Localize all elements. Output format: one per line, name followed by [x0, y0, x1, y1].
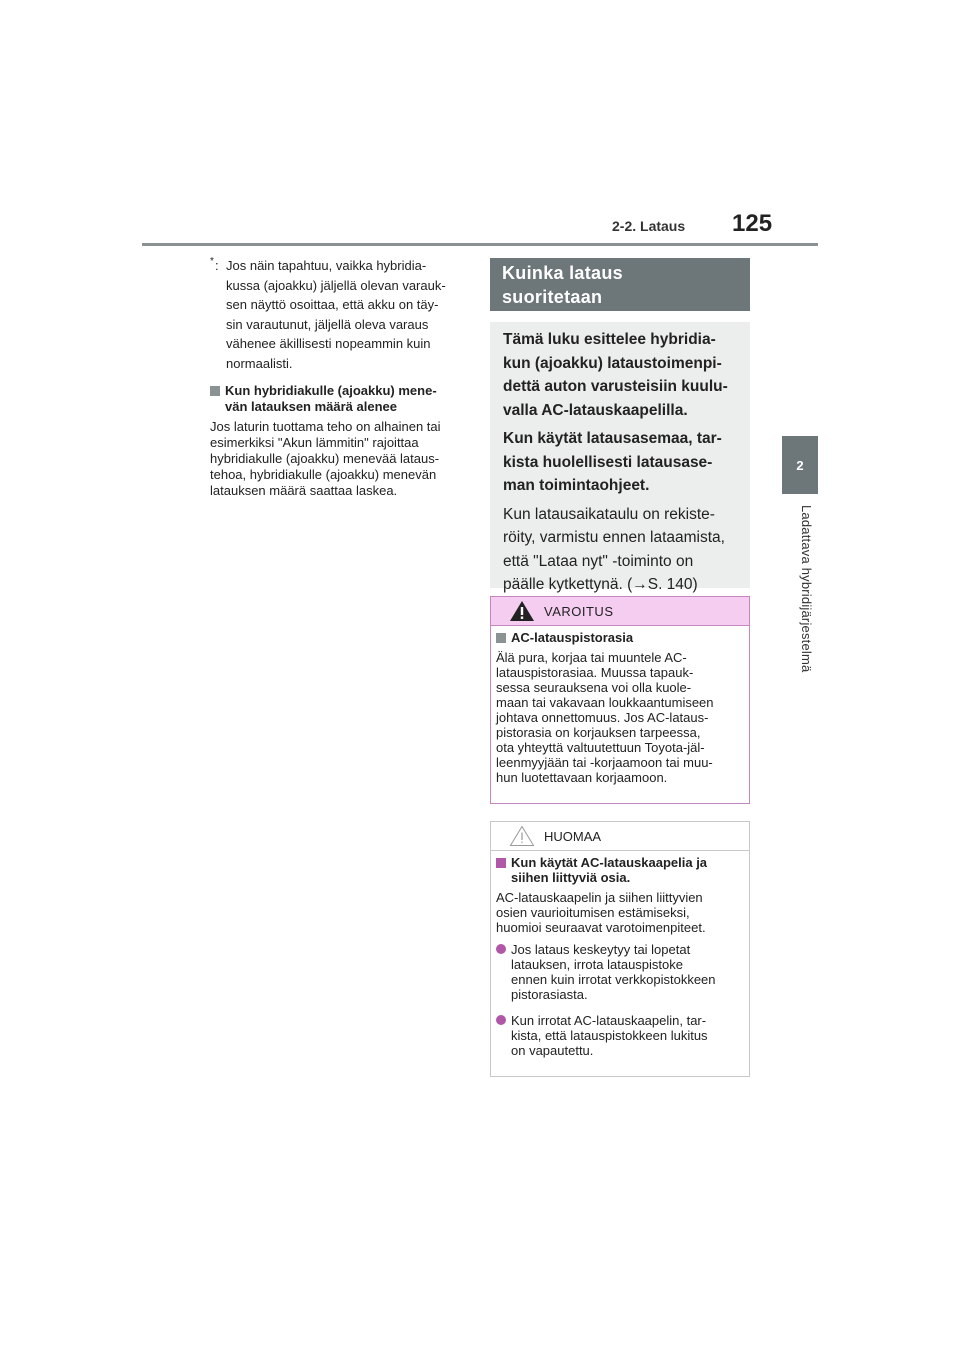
- warning-line: sessa seurauksena voi olla kuole-: [496, 680, 692, 695]
- intro-line: Kun käytät latausasemaa, tar-: [503, 430, 722, 447]
- notice-line: osien vaurioitumisen estämiseksi,: [496, 905, 690, 920]
- notice-line: AC-latauskaapelin ja siihen liittyvien: [496, 890, 703, 905]
- warning-line: latauspistorasiaa. Muussa tapauk-: [496, 665, 694, 680]
- bullet-line: pistorasiasta.: [511, 987, 588, 1002]
- notice-heading-line: Kun käytät AC-latauskaapelia ja: [511, 855, 708, 870]
- bullet-line: ennen kuin irrotat verkkopistokkeen: [511, 972, 716, 987]
- notice-line: huomioi seuraavat varotoimenpiteet.: [496, 920, 706, 935]
- notice-body: [491, 851, 749, 1058]
- intro-line: Kun latausaikataulu on rekiste-: [503, 505, 715, 523]
- intro-line: päälle kytkettynä. (: [503, 576, 633, 593]
- notice-label: HUOMAA: [544, 829, 602, 844]
- notice-header: [491, 822, 749, 851]
- caution-outline-triangle-icon: [509, 825, 535, 847]
- subheading-line: Kun hybridiakulle (ajoakku) mene-: [225, 383, 437, 398]
- page-reference-link[interactable]: S. 140): [647, 576, 698, 593]
- notice-bullet: [496, 1013, 744, 1058]
- footnote-line: kussa (ajoakku) jäljellä olevan varauk-: [226, 277, 446, 293]
- bullet-line: latauksen, irrota latauspistoke: [511, 957, 683, 972]
- bullet-line: Kun irrotat AC-latauskaapelin, tar-: [511, 1013, 707, 1028]
- subheading-line: vän latauksen määrä alenee: [225, 399, 397, 414]
- footnote-line: vähenee äkillisesti nopeammin kuin: [226, 336, 431, 351]
- body-line: esimerkiksi "Akun lämmitin" rajoittaa: [210, 435, 419, 450]
- notice-box: [490, 821, 750, 1077]
- body-line: tehoa, hybridiakulle (ajoakku) menevän: [210, 467, 437, 482]
- warning-label: VAROITUS: [544, 604, 614, 619]
- footnote-line: sen näyttö osoittaa, että akku on täy-: [226, 297, 439, 312]
- intro-line: man toimintaohjeet.: [503, 477, 650, 494]
- bullet-line: Jos lataus keskeytyy tai lopetat: [511, 942, 691, 957]
- section-title-line: suoritetaan: [502, 286, 603, 307]
- warning-heading-text: AC-latauspistorasia: [511, 630, 634, 645]
- bullet-line: kista, että latauspistokkeen lukitus: [511, 1028, 708, 1043]
- body-line: Jos laturin tuottama teho on alhainen tai: [210, 419, 441, 434]
- footnote: [210, 256, 468, 373]
- notice-bullet: [496, 942, 744, 1002]
- round-bullet-icon: [496, 1015, 506, 1025]
- header-rule: [142, 243, 818, 246]
- section-label: 2-2. Lataus: [612, 218, 686, 234]
- warning-text: [496, 650, 744, 785]
- left-column: [210, 256, 468, 499]
- warning-heading: [496, 630, 744, 645]
- warning-box: [490, 596, 750, 804]
- warning-line: leenmyyjään tai -korjaamoon tai muu-: [496, 755, 713, 770]
- intro-line: kista huolellisesti latausase-: [503, 453, 713, 471]
- warning-line: ota yhteyttä valtuutettuun Toyota-jäl-: [496, 740, 705, 755]
- chapter-tab: [782, 436, 818, 494]
- section-title-line: Kuinka lataus: [502, 262, 623, 283]
- square-bullet-icon: [496, 633, 506, 643]
- footnote-line: sin varautunut, jäljellä oleva varaus: [226, 316, 429, 332]
- chapter-number: 2: [796, 457, 804, 473]
- section-title-box: [490, 258, 750, 311]
- intro-bold-paragraph-2: [503, 427, 737, 498]
- round-bullet-icon: [496, 944, 506, 954]
- intro-line: Tämä luku esittelee hybridia-: [503, 331, 716, 348]
- warning-body: [491, 626, 749, 785]
- warning-header: [491, 597, 749, 626]
- footnote-line: Jos näin tapahtuu, vaikka hybridia-: [226, 258, 427, 273]
- intro-line: valla AC-latauskaapelilla.: [503, 401, 688, 419]
- footnote-colon: :: [215, 258, 219, 273]
- body-line: hybridiakulle (ajoakku) menevää lataus-: [210, 451, 440, 466]
- square-bullet-icon: [496, 858, 506, 868]
- intro-line: että "Lataa nyt" -toiminto on: [503, 552, 694, 570]
- warning-line: pistorasia on korjauksen tarpeessa,: [496, 725, 701, 740]
- intro-line: röity, varmistu ennen lataamista,: [503, 529, 725, 546]
- arrow-icon: →: [632, 576, 648, 593]
- intro-bold-paragraph-1: [503, 328, 737, 422]
- warning-line: maan tai vakavaan loukkaantumiseen: [496, 695, 714, 710]
- notice-heading-line: siihen liittyviä osia.: [511, 870, 631, 885]
- square-bullet-icon: [210, 386, 220, 396]
- warning-triangle-icon: [509, 600, 535, 622]
- warning-line: johtava onnettomuus. Jos AC-lataus-: [496, 710, 709, 725]
- warning-line: Älä pura, korjaa tai muuntele AC-: [496, 650, 687, 665]
- chapter-title: Ladattava hybridijärjestelmä: [799, 505, 814, 673]
- subheading: [210, 383, 468, 415]
- footnote-mark: *: [210, 256, 214, 267]
- intro-box: [490, 322, 750, 593]
- intro-line: dettä auton varusteisiin kuulu-: [503, 378, 728, 395]
- body-line: latauksen määrä saattaa laskea.: [210, 483, 398, 498]
- notice-text: [496, 890, 744, 935]
- notice-heading: [496, 855, 744, 885]
- intro-line: kun (ajoakku) lataustoimenpi-: [503, 354, 722, 372]
- footnote-line: normaalisti.: [226, 355, 293, 371]
- intro-paragraph: [503, 503, 737, 597]
- body-paragraph: [210, 419, 468, 499]
- warning-line: hun luotettavaan korjaamoon.: [496, 770, 668, 785]
- page-number: 125: [732, 210, 773, 237]
- bullet-line: on vapautettu.: [511, 1043, 594, 1058]
